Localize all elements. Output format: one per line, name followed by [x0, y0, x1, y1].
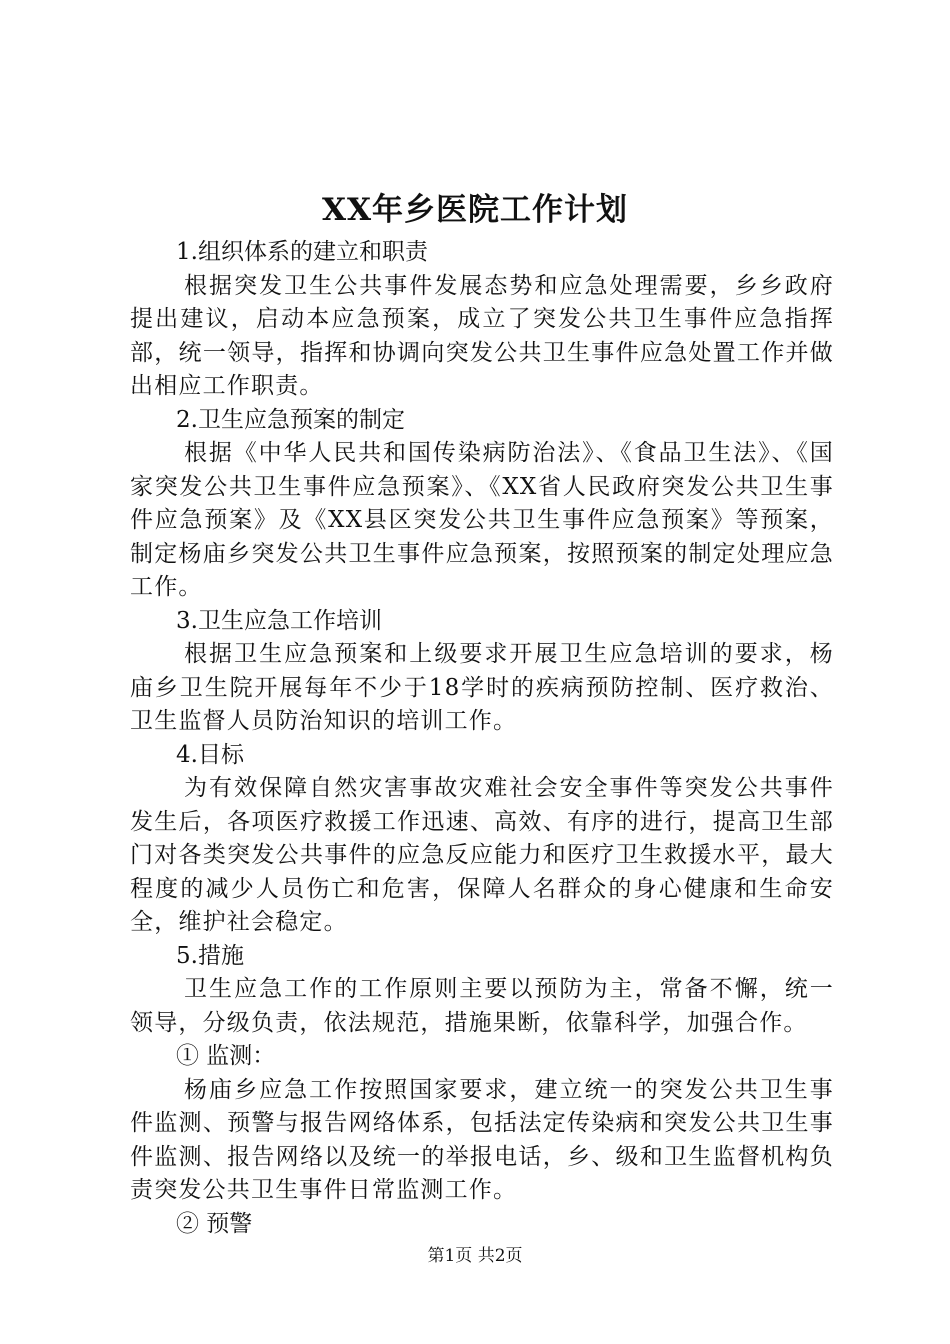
section-heading-3: 3.卫生应急工作培训 [176, 607, 382, 634]
section-heading-2: 2.卫生应急预案的制定 [176, 406, 405, 433]
section-heading-4: 4.目标 [176, 741, 244, 768]
section-paragraph-1: 根据突发卫生公共事件发展态势和应急处理需要，乡乡政府提出建议，启动本应急预案，成立了突发公共卫生事件应急指挥部，统一领导，指挥和协调向突发公共卫生事件应急处置工作并做出相应工作职责。 [130, 272, 834, 399]
section-paragraph-2: 根据《中华人民共和国传染病防治法》、《食品卫生法》、《国家突发公共卫生事件应急预案》、《XX省人民政府突发公共卫生事件应急预案》及《XX县区突发公共卫生事件应急预案》等预案，制定杨庙乡突发公共卫生事件应急预案，按照预案的制定处理应急工作。 [130, 440, 834, 600]
subsection-heading-warning: ② 预警 [176, 1210, 253, 1237]
page-footer: 第1页 共2页 [427, 1246, 523, 1266]
section-heading-5: 5.措施 [176, 942, 244, 969]
subsection-paragraph-monitoring: 杨庙乡应急工作按照国家要求，建立统一的突发公共卫生事件监测、预警与报告网络体系，包括法定传染病和突发公共卫生事件监测、报告网络以及统一的举报电话，乡、级和卫生监督机构负责突发公共卫生事件日常监测工作。 [130, 1076, 834, 1203]
section-heading-1: 1.组织体系的建立和职责 [176, 239, 428, 265]
section-paragraph-3: 根据卫生应急预案和上级要求开展卫生应急培训的要求，杨庙乡卫生院开展每年不少于18学时的疾病预防控制、医疗救治、卫生监督人员防治知识的培训工作。 [130, 641, 834, 734]
section-paragraph-4: 为有效保障自然灾害事故灾难社会安全事件等突发公共事件发生后，各项医疗救援工作迅速、高效、有序的进行，提高卫生部门对各类突发公共事件的应急反应能力和医疗卫生救援水平，最大程度的减少人员伤亡和危害，保障人名群众的身心健康和生命安全，维护社会稳定。 [130, 775, 834, 935]
document-body [130, 236, 834, 1241]
section-paragraph-5: 卫生应急工作的工作原则主要以预防为主，常备不懈，统一领导，分级负责，依法规范，措施果断，依靠科学，加强合作。 [130, 976, 834, 1036]
subsection-heading-monitoring: ① 监测： [176, 1043, 276, 1069]
document-title: XX年乡医院工作计划 [321, 192, 629, 228]
